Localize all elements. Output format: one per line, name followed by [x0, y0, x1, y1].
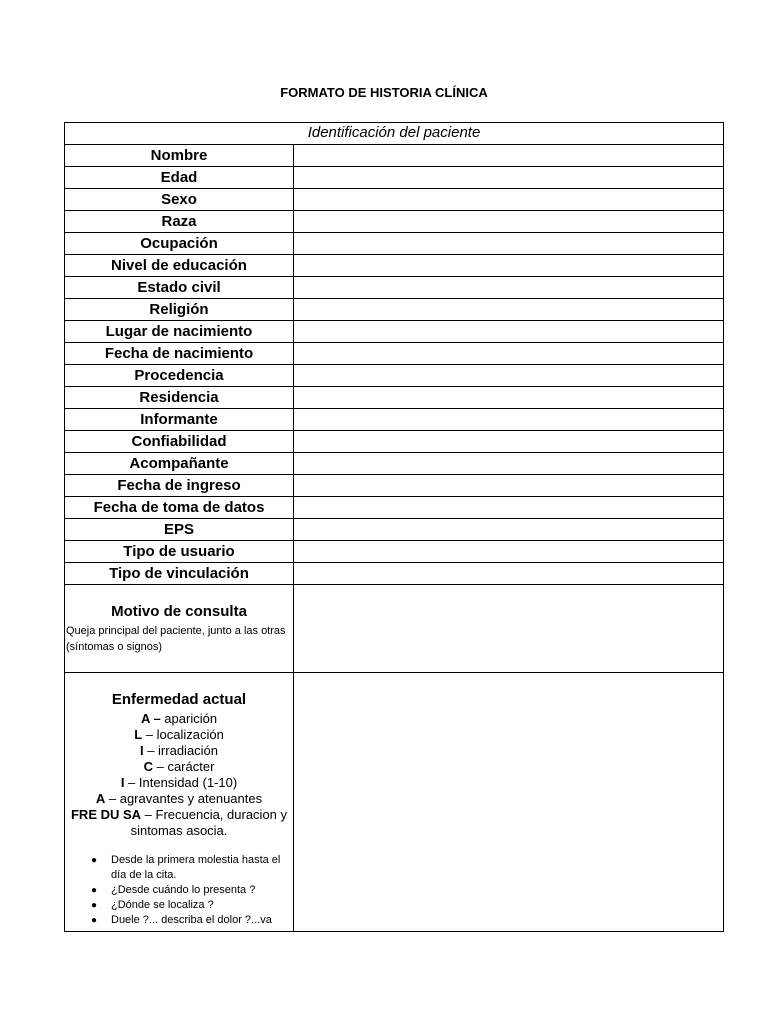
field-value-cell[interactable] — [294, 321, 724, 343]
field-row — [65, 255, 724, 277]
field-value-cell[interactable] — [294, 409, 724, 431]
bullet-item — [91, 883, 293, 898]
motivo-title: Motivo de consulta — [111, 603, 247, 620]
alicia-text: aparición — [160, 711, 218, 726]
field-value-cell[interactable] — [294, 387, 724, 409]
field-value-cell[interactable] — [294, 453, 724, 475]
alicia-key: A — [95, 791, 106, 806]
field-label: Lugar de nacimiento — [65, 321, 294, 343]
alicia-text: – Intensidad (1-10) — [124, 775, 238, 790]
alicia-line — [65, 791, 293, 807]
bullet-icon: ● — [91, 915, 98, 926]
alicia-line — [65, 743, 293, 759]
alicia-line — [65, 727, 293, 743]
field-label: Nombre — [65, 145, 294, 167]
field-label: Tipo de vinculación — [65, 563, 294, 585]
field-row — [65, 189, 724, 211]
field-label: Tipo de usuario — [65, 541, 294, 563]
bullet-item — [91, 898, 293, 913]
motivo-description — [65, 623, 293, 655]
field-row — [65, 387, 724, 409]
bullet-icon: ● — [91, 885, 98, 896]
enfermedad-label-cell — [65, 673, 294, 932]
document-title: FORMATO DE HISTORIA CLÍNICA — [280, 85, 488, 100]
bullet-item — [111, 868, 293, 883]
alicia-key: I — [139, 743, 144, 758]
field-value-cell[interactable] — [294, 277, 724, 299]
enfermedad-row — [65, 673, 724, 932]
field-value-cell[interactable] — [294, 233, 724, 255]
field-value-cell[interactable] — [294, 189, 724, 211]
alicia-key: I — [120, 775, 125, 790]
field-row — [65, 365, 724, 387]
field-label: Residencia — [65, 387, 294, 409]
field-label: Fecha de ingreso — [65, 475, 294, 497]
bullet-icon: ● — [91, 855, 98, 866]
field-label: Sexo — [65, 189, 294, 211]
field-row — [65, 409, 724, 431]
field-label: Edad — [65, 167, 294, 189]
alicia-key: FRE DU SA — [70, 807, 142, 822]
bullet-text: ¿Desde cuándo lo presenta ? — [111, 884, 256, 896]
motivo-row — [65, 585, 724, 673]
field-label: Estado civil — [65, 277, 294, 299]
field-row — [65, 321, 724, 343]
field-row — [65, 211, 724, 233]
alicia-key: C — [143, 759, 153, 774]
alicia-text: – irradiación — [143, 743, 219, 758]
enfermedad-bullet-list — [65, 853, 293, 928]
alicia-mnemonic — [65, 711, 293, 839]
field-value-cell[interactable] — [294, 167, 724, 189]
alicia-line: sintomas asocia. — [130, 823, 228, 838]
clinical-history-table — [64, 122, 724, 932]
field-row — [65, 563, 724, 585]
bullet-text: ¿Dónde se localiza ? — [111, 899, 214, 911]
field-label: Confiabilidad — [65, 431, 294, 453]
field-value-cell[interactable] — [294, 255, 724, 277]
alicia-text: – localización — [142, 727, 224, 742]
alicia-line — [65, 807, 293, 823]
enfermedad-value-cell[interactable] — [294, 673, 724, 932]
bullet-text: Desde la primera molestia hasta el — [111, 854, 281, 866]
field-label: EPS — [65, 519, 294, 541]
field-label: Ocupación — [65, 233, 294, 255]
bullet-text: Duele ?... describa el dolor ?...va — [111, 914, 272, 926]
field-row — [65, 453, 724, 475]
field-label: Religión — [65, 299, 294, 321]
field-value-cell[interactable] — [294, 145, 724, 167]
field-label: Fecha de nacimiento — [65, 343, 294, 365]
field-row — [65, 277, 724, 299]
field-row — [65, 299, 724, 321]
motivo-value-cell[interactable] — [294, 585, 724, 673]
field-row — [65, 431, 724, 453]
field-label: Raza — [65, 211, 294, 233]
field-label: Procedencia — [65, 365, 294, 387]
motivo-desc-line: (síntomas o signos) — [66, 641, 162, 653]
motivo-desc-line: Queja principal del paciente, junto a las otras — [66, 625, 286, 637]
field-value-cell[interactable] — [294, 497, 724, 519]
motivo-label-cell — [65, 585, 294, 673]
field-row — [65, 343, 724, 365]
field-label: Nivel de educación — [65, 255, 294, 277]
field-value-cell[interactable] — [294, 563, 724, 585]
section-header-patient-id: Identificación del paciente — [65, 123, 724, 145]
alicia-text: – agravantes y atenuantes — [105, 791, 263, 806]
alicia-key: L — [134, 727, 143, 742]
field-label: Fecha de toma de datos — [65, 497, 294, 519]
alicia-text: – Frecuencia, duracion y — [141, 807, 288, 822]
field-label: Acompañante — [65, 453, 294, 475]
field-value-cell[interactable] — [294, 299, 724, 321]
field-row — [65, 167, 724, 189]
field-row — [65, 145, 724, 167]
field-value-cell[interactable] — [294, 541, 724, 563]
bullet-icon: ● — [91, 900, 98, 911]
field-row — [65, 233, 724, 255]
bullet-item — [91, 853, 293, 868]
field-value-cell[interactable] — [294, 431, 724, 453]
alicia-line — [65, 759, 293, 775]
alicia-text: – carácter — [152, 759, 215, 774]
field-label: Informante — [65, 409, 294, 431]
field-value-cell[interactable] — [294, 519, 724, 541]
field-value-cell[interactable] — [294, 343, 724, 365]
field-row — [65, 541, 724, 563]
enfermedad-title: Enfermedad actual — [111, 691, 247, 708]
alicia-key: A – — [140, 711, 161, 726]
field-value-cell[interactable] — [294, 475, 724, 497]
bullet-item — [91, 913, 293, 928]
field-value-cell[interactable] — [294, 365, 724, 387]
field-value-cell[interactable] — [294, 211, 724, 233]
field-row — [65, 475, 724, 497]
alicia-line — [65, 711, 293, 727]
alicia-line — [65, 775, 293, 791]
bullet-text: día de la cita. — [111, 869, 177, 881]
field-row — [65, 497, 724, 519]
field-row — [65, 519, 724, 541]
